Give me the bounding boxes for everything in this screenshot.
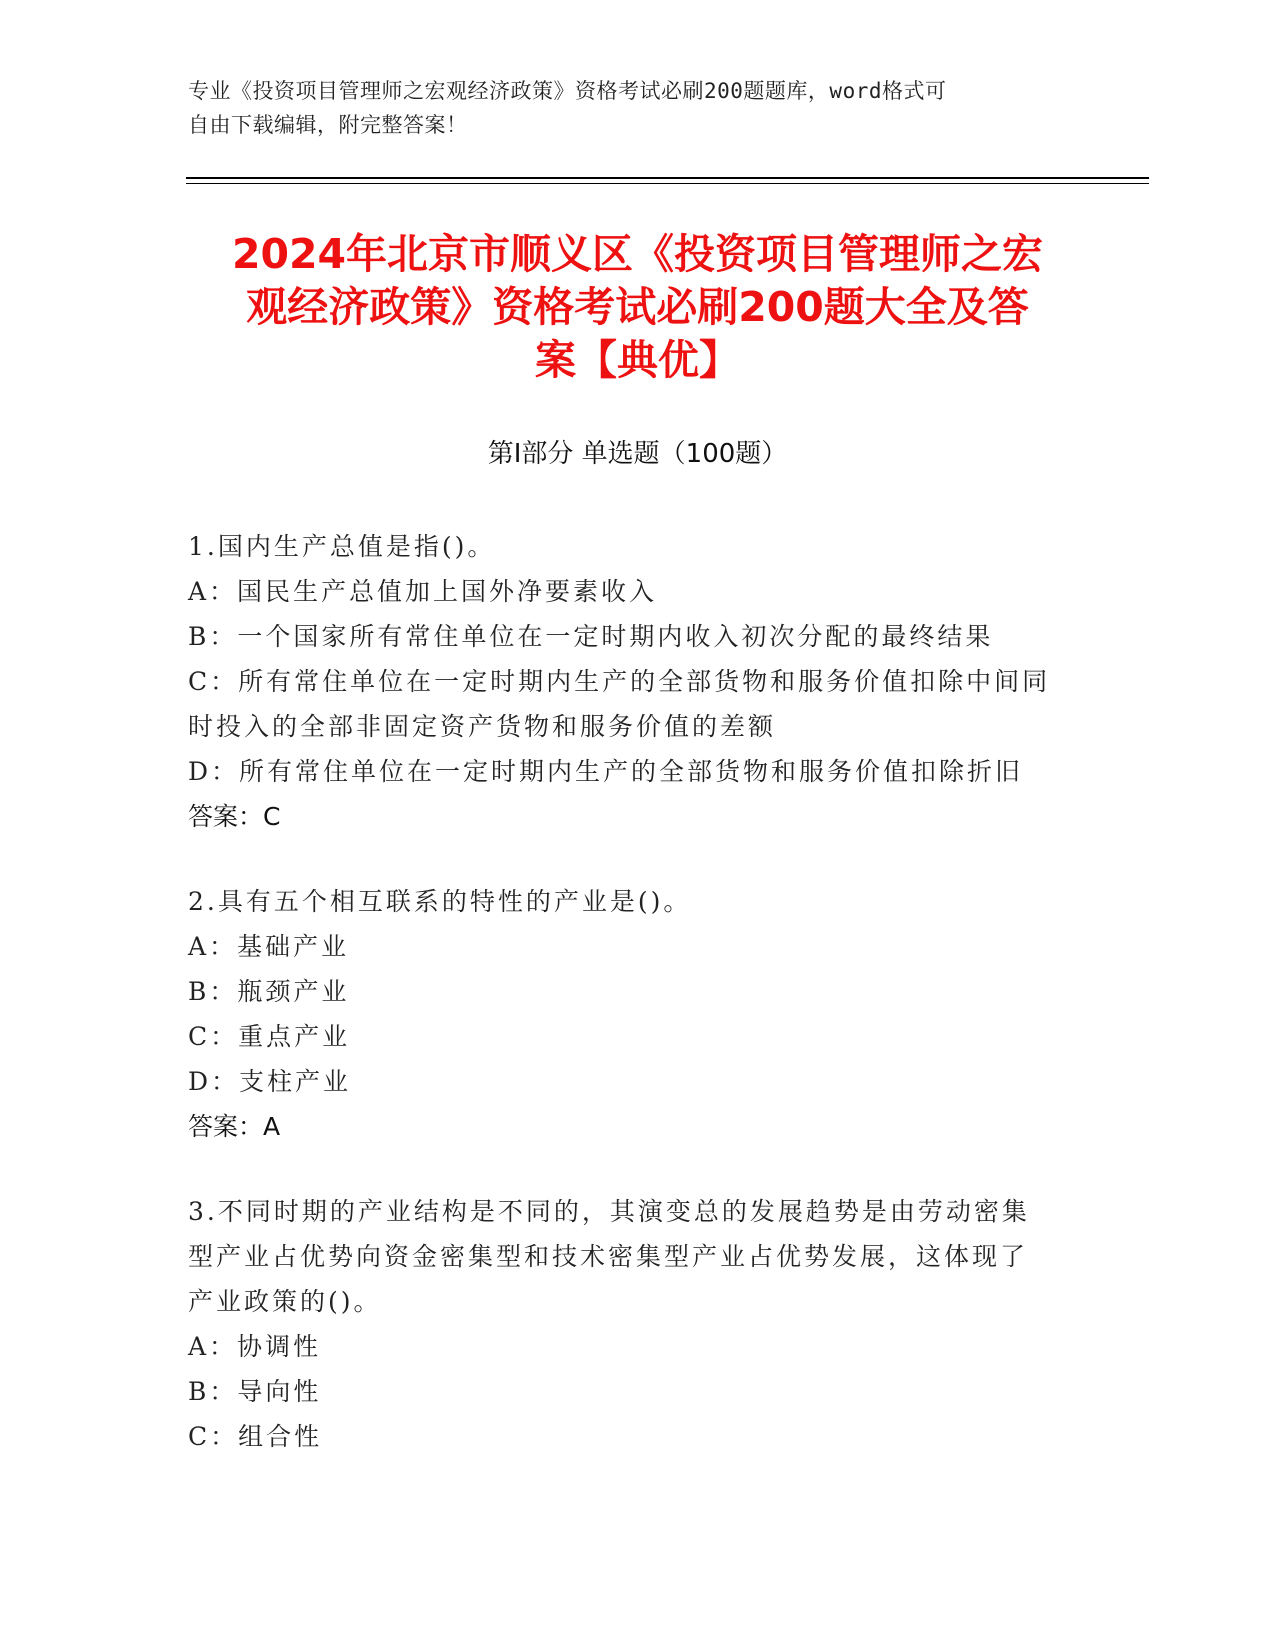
- answer-label: 答案：C: [188, 802, 281, 831]
- header-note-line: 自由下载编辑，附完整答案！: [188, 113, 468, 137]
- option-b: B：一个国家所有常住单位在一定时期内收入初次分配的最终结果: [188, 622, 994, 651]
- header-note-line: 专业《投资项目管理师之宏观经济政策》资格考试必刷200题题库，word格式可: [188, 79, 947, 103]
- header-note: [188, 74, 1088, 142]
- option-c: C：组合性: [188, 1422, 323, 1451]
- question-stem-line: 1.国内生产总值是指()。: [188, 532, 496, 561]
- question-stem: [188, 879, 1088, 924]
- question-stem: [188, 524, 1088, 569]
- option-list: [188, 1324, 1088, 1459]
- option-b: B：导向性: [188, 1377, 322, 1406]
- question-stem-line: 产业政策的()。: [188, 1287, 382, 1316]
- document-title-line: 案【典优】: [535, 336, 740, 384]
- question-stem-line: 型产业占优势向资金密集型和技术密集型产业占优势发展，这体现了: [188, 1242, 1029, 1271]
- option-list: [188, 569, 1088, 794]
- document-title-line: 观经济政策》资格考试必刷200题大全及答: [246, 283, 1029, 331]
- option-c: [188, 659, 1088, 749]
- question-stem-line: 2.具有五个相互联系的特性的产业是()。: [188, 887, 692, 916]
- section-title: 第Ⅰ部分 单选题（100题）: [487, 439, 788, 469]
- option-c-line: C：所有常住单位在一定时期内生产的全部货物和服务价值扣除中间同: [188, 667, 1051, 696]
- question-item: [188, 1189, 1088, 1459]
- option-d: D：所有常住单位在一定时期内生产的全部货物和服务价值扣除折旧: [188, 757, 1024, 786]
- option-list: [188, 924, 1088, 1104]
- question-stem-line: 3.不同时期的产业结构是不同的，其演变总的发展趋势是由劳动密集: [188, 1197, 1030, 1226]
- question-list: [188, 524, 1088, 1499]
- document-title: [150, 228, 1125, 387]
- header-rule-thin: [186, 183, 1149, 184]
- answer-label: 答案：A: [188, 1112, 281, 1141]
- option-a: A：基础产业: [188, 932, 350, 961]
- document-title-line: 2024年北京市顺义区《投资项目管理师之宏: [231, 230, 1044, 278]
- question-item: [188, 879, 1088, 1149]
- option-c: C：重点产业: [188, 1022, 351, 1051]
- question-item: [188, 524, 1088, 839]
- option-c-line: 时投入的全部非固定资产货物和服务价值的差额: [188, 712, 777, 741]
- option-a: A：协调性: [188, 1332, 322, 1361]
- option-d: D：支柱产业: [188, 1067, 352, 1096]
- option-b: B：瓶颈产业: [188, 977, 350, 1006]
- question-stem: [188, 1189, 1088, 1324]
- header-rule-thick: [186, 177, 1149, 179]
- option-a: A：国民生产总值加上国外净要素收入: [188, 577, 658, 606]
